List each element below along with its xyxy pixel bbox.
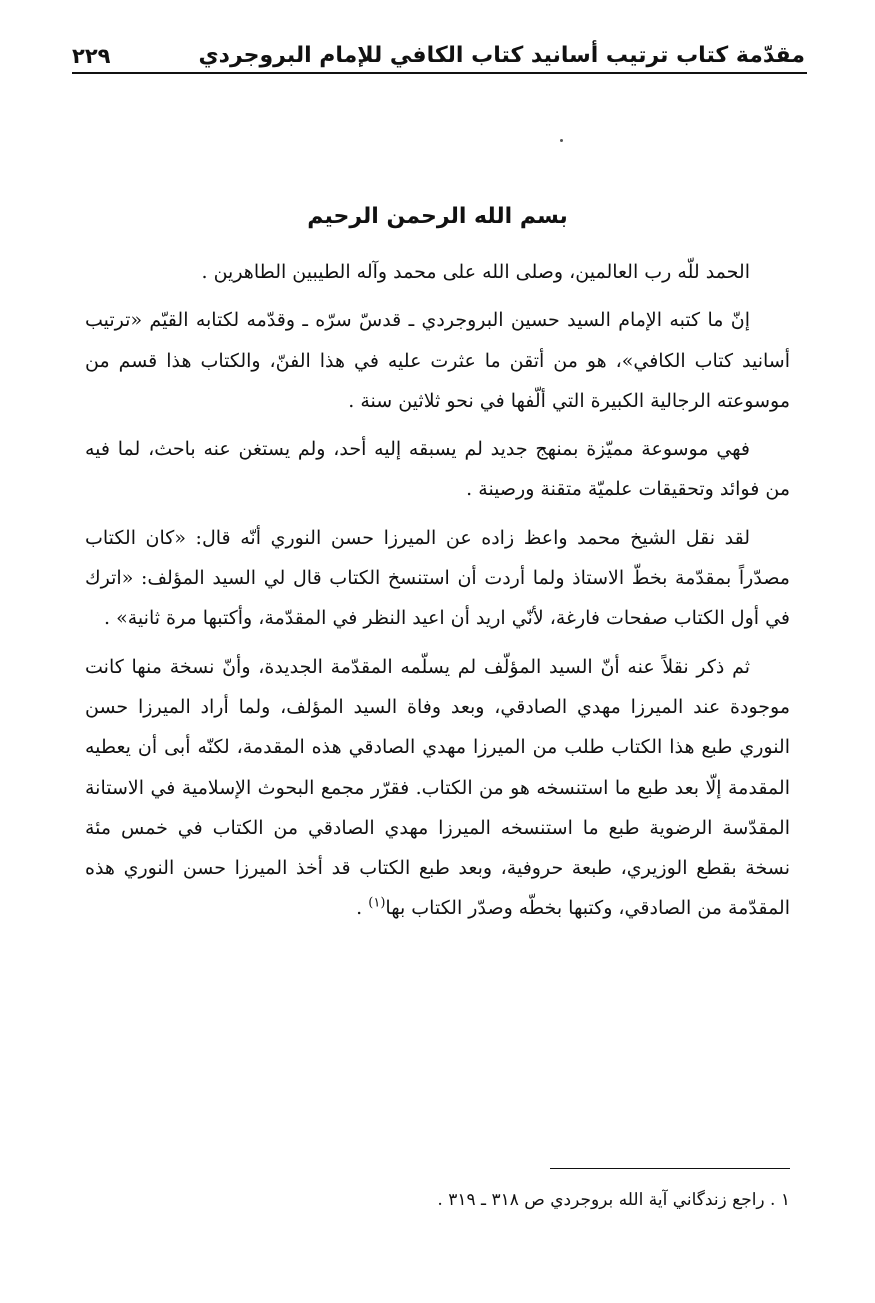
basmala-heading: بسم الله الرحمن الرحيم: [307, 204, 568, 229]
paragraph-1: الحمد للّه رب العالمين، وصلى الله على محمد وآله الطيبين الطاهرين .: [201, 261, 750, 283]
paragraph-5: [85, 647, 790, 929]
header-rule: [72, 72, 807, 74]
page-number: ٢٢٩: [72, 44, 111, 68]
footnote-reference[interactable]: (١): [368, 896, 386, 912]
running-header: [72, 34, 805, 68]
footnote: ١ . راجع زندگاني آية الله بروجردي ص ٣١٨ ـ ٣١٩ .: [437, 1190, 790, 1210]
paragraph-5-tail: .: [356, 897, 369, 920]
ink-speck: [560, 139, 563, 142]
main-text: [85, 252, 790, 937]
footnote-rule: [550, 1168, 790, 1169]
paragraph-5-text: ثم ذكر نقلاً عنه أنّ السيد المؤلّف لم يسلّمه المقدّمة الجديدة، وأنّ نسخة منها كانت موجودة عند الميرزا مهدي الصادقي، وبعد وفاة السيد المؤلف، ولما أراد الميرزا حسن النوري طبع هذا الكتاب طلب من الميرزا مهدي الصادقي هذه المقدمة، لكنّه أبى أن يعطيه المقدمة إلّا بعد طبع ما استنسخه هو من الكتاب. فقرّر مجمع البحوث الإسلامية في الاستانة المقدّسة الرضوية طبع ما استنسخه الميرزا مهدي الصادقي من الكتاب في خمس مئة نسخة بقطع الوزيري، طبعة حروفية، وبعد طبع الكتاب قد أخذ الميرزا حسن النوري هذه المقدّمة من الصادقي، وكتبها بخطّه وصدّر الكتاب بها: [85, 655, 790, 920]
paragraph-3: فهي موسوعة مميّزة بمنهج جديد لم يسبقه إليه أحد، ولم يستغن عنه باحث، لما فيه من فوائد وتحقيقات علميّة متقنة ورصينة .: [85, 438, 790, 501]
running-title: مقدّمة كتاب ترتيب أسانيد كتاب الكافي للإمام البروجردي: [198, 43, 805, 68]
paragraph-4: لقد نقل الشيخ محمد واعظ زاده عن الميرزا حسن النوري أنّه قال: «كان الكتاب مصدّراً بمقدّمة بخطّ الاستاذ ولما أردت أن استنسخ الكتاب قال لي السيد المؤلف: «اترك في أول الكتاب صفحات فارغة، لأنّي اريد أن اعيد النظر في المقدّمة، وأكتبها مرة ثانية» .: [85, 526, 790, 630]
paragraph-2: إنّ ما كتبه الإمام السيد حسين البروجردي ـ قدسّ سرّه ـ وقدّمه لكتابه القيّم «ترتيب أسانيد كتاب الكافي»، هو من أتقن ما عثرت عليه في هذا الفنّ، والكتاب هذا قسم من موسوعته الرجالية الكبيرة التي ألّفها في نحو ثلاثين سنة .: [85, 309, 790, 412]
